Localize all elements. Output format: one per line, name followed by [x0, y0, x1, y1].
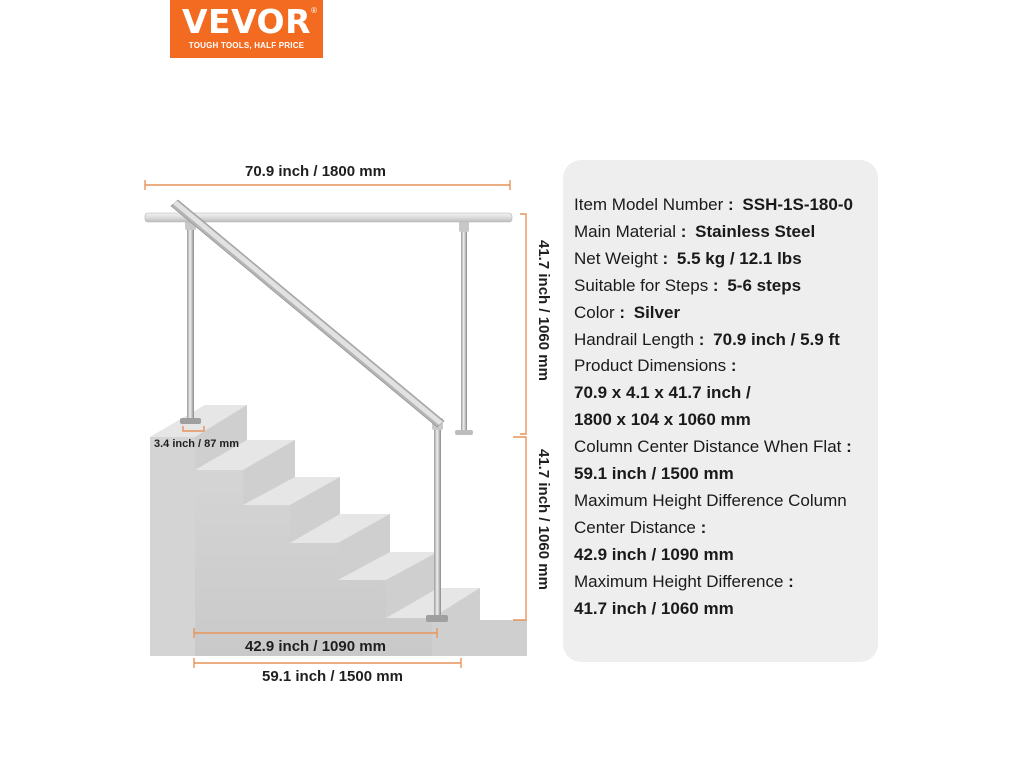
dim-height-upper: 41.7 inch / 1060 mm — [535, 240, 552, 381]
specification-panel — [563, 160, 878, 662]
spec-diff-distance-label-2: Center Distance — [574, 517, 696, 537]
spec-color-label: Color — [574, 302, 615, 322]
spec-material-label: Main Material — [574, 221, 677, 241]
spec-flat-distance-label: Column Center Distance When Flat — [574, 437, 842, 457]
logo-registered-mark: ® — [311, 6, 317, 15]
spec-length: Handrail Length : 70.9 inch / 5.9 ft — [574, 329, 840, 349]
dim-base-offset: 3.4 inch / 87 mm — [154, 438, 239, 450]
logo-brand: VEVOR — [181, 2, 311, 41]
spec-diff-distance-label-1: Maximum Height Difference Column — [574, 490, 847, 510]
spec-color: Color : Silver — [574, 302, 681, 322]
spec-max-diff: Maximum Height Difference : — [574, 571, 794, 591]
spec-max-diff-label: Maximum Height Difference — [574, 571, 784, 591]
spec-flat-distance: Column Center Distance When Flat : — [574, 437, 852, 457]
spec-dimensions-value-1: 70.9 x 4.1 x 41.7 inch / — [574, 383, 751, 403]
dim-height-lower: 41.7 inch / 1060 mm — [535, 449, 552, 590]
dim-total-width: 70.9 inch / 1800 mm — [245, 163, 386, 180]
spec-length-value: 70.9 inch / 5.9 ft — [713, 329, 840, 349]
spec-weight: Net Weight : 5.5 kg / 12.1 lbs — [574, 248, 802, 268]
spec-length-label: Handrail Length — [574, 329, 695, 349]
spec-flat-distance-value: 59.1 inch / 1500 mm — [574, 464, 734, 484]
spec-weight-label: Net Weight — [574, 248, 658, 268]
spec-weight-value: 5.5 kg / 12.1 lbs — [676, 248, 802, 268]
spec-dimensions-label: Product Dimensions — [574, 356, 727, 376]
spec-material: Main Material : Stainless Steel — [574, 221, 816, 241]
spec-steps-value: 5-6 steps — [727, 275, 802, 295]
spec-max-diff-value: 41.7 inch / 1060 mm — [574, 598, 734, 618]
spec-model-label: Item Model Number — [574, 195, 724, 214]
dim-incline-column-distance: 42.9 inch / 1090 mm — [245, 638, 386, 655]
dim-flat-column-distance: 59.1 inch / 1500 mm — [262, 668, 403, 685]
logo-tagline: TOUGH TOOLS, HALF PRICE — [188, 41, 305, 50]
spec-diff-distance-value: 42.9 inch / 1090 mm — [574, 544, 734, 564]
spec-diff-distance: Center Distance : — [574, 517, 707, 537]
spec-material-value: Stainless Steel — [695, 221, 816, 241]
spec-dimensions-value-2: 1800 x 104 x 1060 mm — [574, 410, 751, 430]
spec-dimensions: Product Dimensions : — [574, 356, 737, 376]
spec-steps: Suitable for Steps : 5-6 steps — [574, 275, 802, 295]
spec-model: Item Model Number : SSH-1S-180-0 — [574, 195, 853, 214]
spec-steps-label: Suitable for Steps — [574, 275, 709, 295]
spec-color-value: Silver — [633, 302, 681, 322]
spec-list — [574, 192, 856, 623]
spec-model-value: SSH-1S-180-0 — [742, 195, 853, 214]
handrails — [145, 200, 512, 427]
